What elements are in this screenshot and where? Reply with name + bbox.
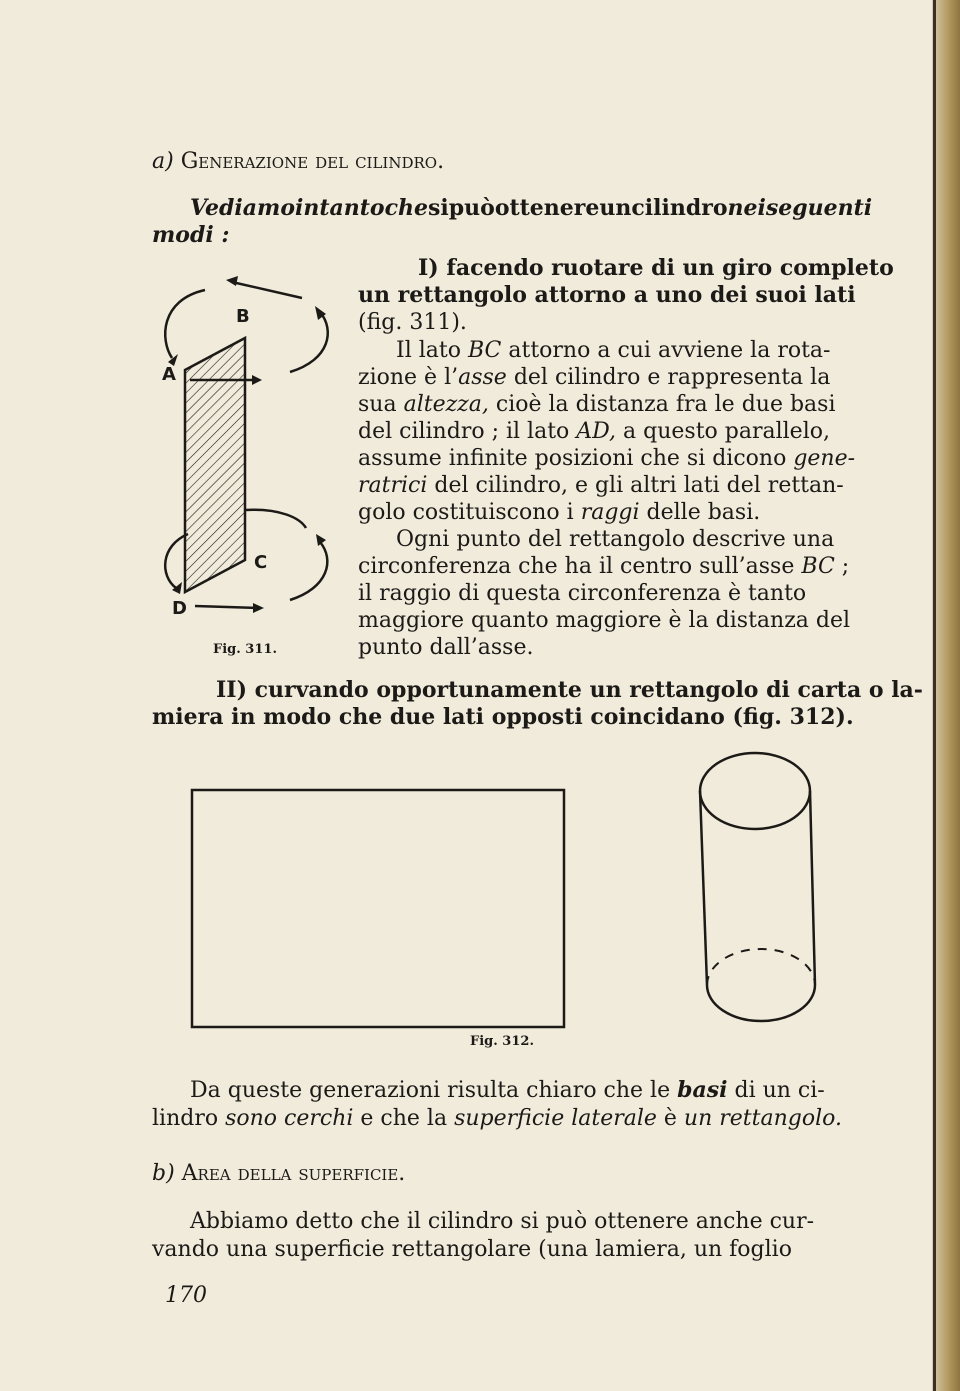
conclusion-line-1 <box>190 1077 825 1104</box>
para-bc-line-2 <box>358 364 830 391</box>
section-b-letter: b) <box>152 1161 175 1186</box>
text-run: ; <box>834 554 850 579</box>
text-run: altezza, <box>403 392 489 417</box>
text-run: basi <box>677 1077 728 1103</box>
bottom-right-arrow <box>195 606 258 608</box>
final-line-2: vando una superficie rettangolare (una lamiera, un foglio <box>152 1237 792 1262</box>
text-run: golo costituiscono i <box>358 500 581 525</box>
text-run: di un ci- <box>727 1078 825 1103</box>
text-run: e che la <box>353 1106 455 1131</box>
text-run: del cilindro, e gli altri lati del rettan- <box>427 473 844 498</box>
item2-line-2: miera in modo che due lati opposti coincidano (fig. 312). <box>152 704 854 730</box>
text-run: BC <box>467 338 502 363</box>
figure-312-caption: Fig. 312. <box>470 1034 534 1049</box>
section-a-heading <box>152 148 444 175</box>
para-bc-line-3 <box>358 391 836 418</box>
text-run: gene- <box>793 446 856 471</box>
text-run: sua <box>358 392 404 417</box>
conclusion-line-2 <box>152 1105 842 1132</box>
intro-word: ottenere <box>494 195 600 221</box>
label-b: B <box>236 306 250 327</box>
intro-word: si <box>428 195 449 221</box>
para-ogni-line-1: Ogni punto del rettangolo descrive una <box>396 527 835 552</box>
bottom-right-arc <box>290 542 327 600</box>
text-run: circonferenza che ha il centro sull’asse <box>358 554 802 579</box>
text-run: del cilindro e rappresenta la <box>506 365 831 390</box>
label-d: D <box>172 598 187 619</box>
cylinder-left-side <box>700 791 707 985</box>
label-c: C <box>254 552 268 573</box>
page-edge <box>932 0 960 1391</box>
section-a-title: Generazione del cilindro. <box>180 149 445 174</box>
intro-word: seguenti <box>765 195 873 221</box>
item1-line-1 <box>418 255 894 282</box>
section-a-letter: a) <box>152 149 174 174</box>
para-bc-line-4 <box>358 418 830 445</box>
item1-line-2 <box>358 282 855 309</box>
arrowhead-icon <box>172 582 182 594</box>
item1-line-3: (fig. 311). <box>358 310 467 335</box>
rotating-rectangle <box>185 338 245 592</box>
arrowhead-icon <box>226 276 238 286</box>
text-run: superficie laterale <box>454 1106 657 1131</box>
para-ogni-line-3: il raggio di questa circonferenza è tanto <box>358 581 807 606</box>
final-line-1: Abbiamo detto che il cilindro si può ottenere anche cur- <box>190 1209 815 1234</box>
binding-edge-line <box>933 0 936 1391</box>
page-number: 170 <box>165 1283 207 1308</box>
item1-text: I) facendo ruotare di un giro completo <box>418 255 894 281</box>
top-arc-arrow <box>232 282 302 298</box>
flat-rectangle <box>192 790 564 1027</box>
text-run: a questo parallelo, <box>616 419 830 444</box>
figure-312-diagram <box>190 745 830 1035</box>
para-bc-line-6 <box>358 472 844 499</box>
intro-line-2: modi : <box>152 222 230 248</box>
top-left-arc <box>165 290 205 358</box>
cylinder-right-side <box>810 791 815 985</box>
section-b-heading <box>152 1160 405 1187</box>
text-run: un rettangolo. <box>683 1106 842 1131</box>
arrowhead-icon <box>252 375 262 385</box>
text-run: asse <box>458 365 507 390</box>
text-run: assume infinite posizioni che si dicono <box>358 446 794 471</box>
text-run: attorno a cui avviene la rota- <box>501 338 831 363</box>
item2-text: II) curvando opportunamente un rettangolo di carta o la- <box>216 677 923 703</box>
intro-line-1 <box>190 195 873 222</box>
label-a: A <box>162 364 176 385</box>
item2-line-1 <box>216 677 923 704</box>
text-run: zione è l’ <box>358 365 459 390</box>
cylinder-top-base <box>700 753 810 829</box>
figure-311-caption: Fig. 311. <box>213 642 277 657</box>
cylinder-bottom-hidden <box>707 949 815 985</box>
text-run: cioè la distanza fra le due basi <box>488 392 836 417</box>
cylinder-bottom-front <box>707 985 815 1021</box>
text-run: lindro <box>152 1106 226 1131</box>
section-b-title: Area della superficie. <box>181 1161 406 1186</box>
intro-word: cilindro <box>631 195 728 221</box>
text-run: ratrici <box>358 473 428 498</box>
item1-text: un rettangolo attorno a uno dei suoi lati <box>358 282 856 308</box>
intro-word: nei <box>727 195 766 221</box>
text-run: AD, <box>576 419 617 444</box>
intro-word: un <box>599 195 632 221</box>
bottom-top-arc <box>245 510 306 528</box>
intro-word: può <box>448 195 495 221</box>
intro-word: Vediamo <box>190 195 295 221</box>
text-run: sono cerchi <box>225 1106 354 1131</box>
arrowhead-icon <box>253 603 264 613</box>
text-run: delle basi. <box>639 500 761 525</box>
text-run: raggi <box>580 500 640 525</box>
para-ogni-line-5: punto dall’asse. <box>358 635 534 660</box>
text-run: Il lato <box>396 338 468 363</box>
top-right-arc <box>290 312 328 372</box>
para-bc-line-7 <box>358 499 760 526</box>
para-bc-line-1 <box>396 337 830 364</box>
para-ogni-line-2 <box>358 553 849 580</box>
para-bc-line-5 <box>358 445 855 472</box>
para-ogni-line-4: maggiore quanto maggiore è la distanza del <box>358 608 851 633</box>
text-run: è <box>656 1106 684 1131</box>
figure-311-diagram <box>150 270 350 630</box>
intro-word: che <box>384 195 428 221</box>
text-run: del cilindro ; il lato <box>358 419 577 444</box>
intro-word: intanto <box>295 195 385 221</box>
text-run: BC <box>801 554 835 579</box>
text-run: Da queste generazioni risulta chiaro che le <box>190 1078 678 1103</box>
